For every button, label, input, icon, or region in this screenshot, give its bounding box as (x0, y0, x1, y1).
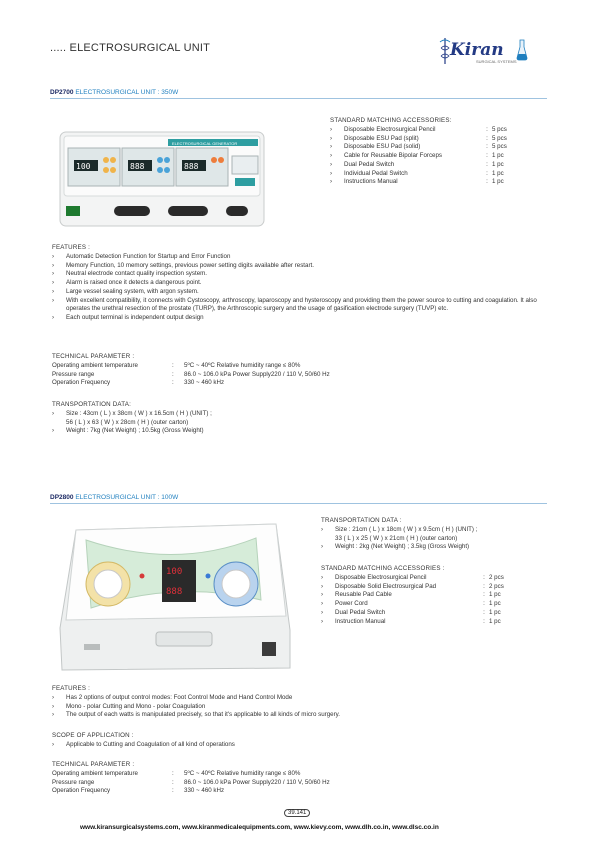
list-item: › Weight : 2kg (Net Weight) ; 3.5kg (Gross Weight) (321, 543, 551, 552)
param-key: Operating ambient temperature (52, 770, 138, 777)
product1-transport-list (52, 410, 352, 436)
product1-transport-title: TRANSPORTATION DATA: (52, 401, 132, 408)
list-item: › Disposable ESU Pad (split) : 5 pcs (330, 135, 520, 144)
acc-qty: 5 pcs (492, 126, 507, 133)
list-item: › Alarm is raised once it detects a dangerous point. (52, 279, 544, 288)
list-item: › Disposable Electrosurgical Pencil : 2 pcs (321, 574, 517, 583)
divider (50, 503, 547, 504)
product1-tech-table: Operating ambient temperature : 5ºC ~ 40ºC Relative humidity range ≤ 80% Pressure range : 86.0 ~ 106.0 kPa Power Supply220 / 110 V, 50/60 Hz Operation Frequency : 330 ~ 460 kHz (52, 362, 330, 387)
acc-name: › Power Cord (335, 600, 368, 608)
display-1-value: 100 (76, 162, 91, 171)
product2-scope-title: SCOPE OF APPLICATION : (52, 732, 134, 739)
list-item-continuation: 56 ( L ) x 63 ( W ) x 28cm ( H ) (outer carton) (66, 418, 189, 426)
list-item: › Automatic Detection Function for Startup and Error Function (52, 253, 544, 262)
list-item-continuation: 33 ( L ) x 25 ( W ) x 21cm ( H ) (outer carton) (335, 534, 458, 542)
list-item: › Applicable to Cutting and Coagulation of all kind of operations (52, 741, 544, 750)
dp2800-device-image (56, 520, 294, 675)
acc-qty: 2 pcs (489, 574, 504, 581)
kiran-logo (438, 34, 530, 68)
acc-name: › Disposable Solid Electrosurgical Pad (335, 582, 437, 590)
acc-qty: 1 pc (489, 600, 501, 608)
param-value: 330 ~ 460 kHz (184, 787, 225, 795)
product2-accessories-list (321, 574, 517, 626)
acc-qty: 1 pc (489, 591, 501, 599)
acc-name: › Disposable Electrosurgical Pencil (344, 126, 436, 133)
acc-qty: 1 pc (492, 152, 504, 160)
acc-name: › Disposable ESU Pad (split) (344, 134, 419, 142)
acc-name: › Disposable ESU Pad (solid) (344, 143, 421, 151)
product2-accessories-title: STANDARD MATCHING ACCESSORIES : (321, 565, 445, 572)
device-panel-title: ELECTROSURGICAL GENERATOR (172, 141, 238, 146)
list-item: › Power Cord : 1 pc (321, 600, 517, 609)
param-value: 5ºC ~ 40ºC Relative humidity range ≤ 80% (184, 770, 301, 777)
param-key: Operating ambient temperature (52, 362, 138, 369)
display-3-value: 888 (184, 162, 199, 171)
acc-qty: 1 pc (492, 178, 504, 186)
acc-qty: 1 pc (492, 160, 504, 168)
product2-title (50, 494, 178, 501)
list-item: › Has 2 options of output control modes: Foot Control Mode and Hand Control Mode (52, 694, 544, 703)
product1-accessories-title: STANDARD MATCHING ACCESSORIES: (330, 117, 452, 124)
list-item: › Individual Pedal Switch : 1 pc (330, 170, 520, 179)
product2-features-title: FEATURES : (52, 685, 90, 692)
param-key: Operation Frequency (52, 379, 111, 387)
param-key: Operation Frequency (52, 787, 111, 795)
product1-tech-title: TECHNICAL PARAMETER : (52, 353, 135, 360)
list-item: › Weight : 7kg (Net Weight) ; 10.5kg (Gross Weight) (52, 427, 352, 436)
product2-name: ELECTROSURGICAL UNIT : 100W (75, 494, 179, 501)
list-item: › Each output terminal is independent output design (52, 314, 544, 323)
product1-title (50, 89, 178, 96)
display-1-value: 100 (166, 567, 183, 577)
list-item: › Neutral electrode contact quality inspection system. (52, 270, 544, 279)
acc-qty: 1 pc (492, 169, 504, 177)
list-item: › Size : 43cm ( L ) x 38cm ( W ) x 16.5cm ( H ) (UNIT) ; (52, 410, 352, 419)
param-value: 86.0 ~ 106.0 kPa Power Supply220 / 110 V, 50/60 Hz (184, 370, 330, 378)
logo-subtext: SURGICAL SYSTEMS (476, 59, 517, 64)
product2-model: DP2800 (50, 494, 74, 501)
list-item: › With excellent compatibility, it connects with Cystoscopy, arthroscopy, laparoscopy and hysteroscopy and providing them the power source to cutting and coagulation. It also operates the urethral resection of the prostate (TURP), the Arthroscopic surgery and the usage of gasification electrode surgery (TUVP) etc. (52, 297, 544, 314)
acc-qty: 2 pcs (489, 582, 504, 590)
list-item: › Mono - polar Cutting and Mono - polar Coagulation (52, 703, 544, 712)
list-item: › Reusable Pad Cable : 1 pc (321, 591, 517, 600)
list-item: › The output of each watts is manipulated precisely, so that it's applicable to all kinds of micro surgery. (52, 711, 544, 720)
divider (50, 98, 547, 99)
list-item: › Memory Function, 10 memory settings, previous power setting digits available after restart. (52, 262, 544, 271)
param-value: 86.0 ~ 106.0 kPa Power Supply220 / 110 V, 50/60 Hz (184, 778, 330, 786)
logo-text: Kiran (450, 40, 504, 60)
page-title: ..... ELECTROSURGICAL UNIT (50, 42, 211, 54)
list-item: › Large vessel sealing system, with argon system. (52, 288, 544, 297)
acc-name: › Reusable Pad Cable (335, 591, 392, 599)
list-item: › Disposable Solid Electrosurgical Pad : 2 pcs (321, 583, 517, 592)
list-item: › Cable for Reusable Bipolar Forceps : 1 pc (330, 152, 520, 161)
display-2-value: 888 (166, 587, 183, 597)
list-item: › Instruction Manual : 1 pc (321, 618, 517, 627)
product2-features-list (52, 694, 544, 720)
param-value: 5ºC ~ 40ºC Relative humidity range ≤ 80% (184, 362, 301, 369)
list-item: › Instructions Manual : 1 pc (330, 178, 520, 187)
product2-scope-list (52, 741, 544, 750)
list-item: › Disposable ESU Pad (solid) : 5 pcs (330, 143, 520, 152)
param-key: Pressure range (52, 778, 95, 786)
dp2700-device-image (58, 130, 266, 228)
acc-qty: 1 pc (489, 608, 501, 616)
acc-name: › Cable for Reusable Bipolar Forceps (344, 152, 443, 160)
list-item: › Dual Pedal Switch : 1 pc (330, 161, 520, 170)
acc-qty: 5 pcs (492, 143, 507, 151)
product1-accessories-list (330, 126, 520, 187)
acc-name: › Individual Pedal Switch (344, 169, 408, 177)
flask-icon (516, 38, 528, 62)
acc-name: › Dual Pedal Switch (344, 160, 395, 168)
footer-websites[interactable]: www.kiransurgicalsystems.com, www.kiranmedicalequipments.com, www.kievy.com, www.dlh.co.in, www.dlsc.co.in (80, 824, 439, 831)
product1-features-list (52, 253, 544, 323)
product1-features-title: FEATURES : (52, 244, 90, 251)
page-number: 39.141 (284, 809, 310, 817)
product2-tech-title: TECHNICAL PARAMETER : (52, 761, 135, 768)
acc-qty: 5 pcs (492, 134, 507, 142)
product2-tech-table: Operating ambient temperature : 5ºC ~ 40ºC Relative humidity range ≤ 80% Pressure range : 86.0 ~ 106.0 kPa Power Supply220 / 110 V, 50/60 Hz Operation Frequency : 330 ~ 460 kHz (52, 770, 330, 795)
acc-name: › Instructions Manual (344, 178, 398, 186)
display-2-value: 888 (130, 162, 145, 171)
acc-name: › Disposable Electrosurgical Pencil (335, 574, 427, 581)
list-item: › Disposable Electrosurgical Pencil : 5 pcs (330, 126, 520, 135)
acc-qty: 1 pc (489, 617, 501, 625)
acc-name: › Instruction Manual (335, 617, 386, 625)
product2-transport-list (321, 526, 551, 552)
param-value: 330 ~ 460 kHz (184, 379, 225, 387)
list-item: › Size : 21cm ( L ) x 18cm ( W ) x 9.5cm ( H ) (UNIT) ; (321, 526, 551, 535)
product1-name: ELECTROSURGICAL UNIT : 350W (75, 89, 179, 96)
list-item: › Dual Pedal Switch : 1 pc (321, 609, 517, 618)
product2-transport-title: TRANSPORTATION DATA : (321, 517, 402, 524)
product1-model: DP2700 (50, 89, 74, 96)
acc-name: › Dual Pedal Switch (335, 608, 386, 616)
param-key: Pressure range (52, 370, 95, 378)
